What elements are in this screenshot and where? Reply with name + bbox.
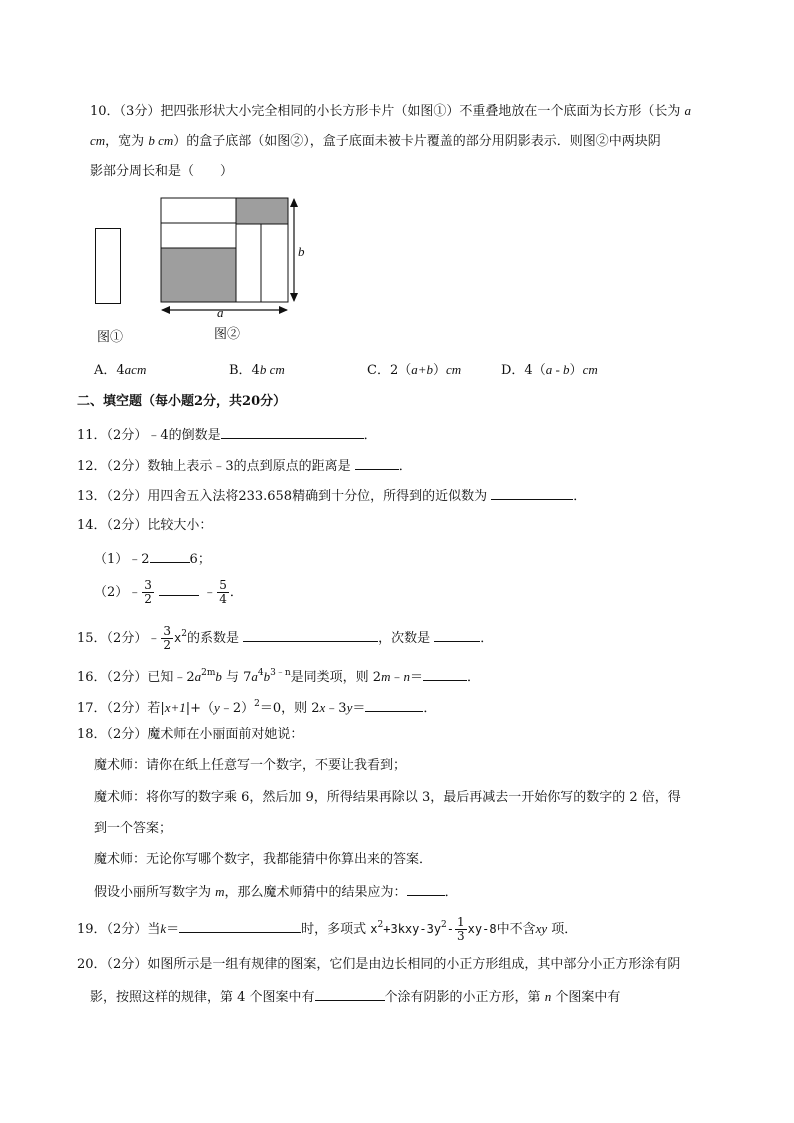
fraction: $\frac{1}{3}$	[457, 915, 465, 943]
q15: 15．（2分）﹣ $\frac{3}{2}$ $x^2$的系数是 ，次数是 ．	[77, 624, 494, 652]
q18-line5: 假设小丽所写数字为 m，那么魔术师猜中的结果应为： ．	[94, 884, 458, 900]
section-heading: 二、填空题（每小题2分，共20分）	[77, 394, 287, 409]
answer-blank[interactable]	[243, 629, 378, 642]
answer-blank[interactable]	[365, 699, 423, 712]
q17: 17．（2分）若|x+1|+（y﹣2）$^2$＝0，则 2x﹣3y＝ ．	[77, 699, 437, 716]
answer-blank[interactable]	[434, 629, 480, 642]
shaded-region-top	[236, 198, 288, 224]
fraction: $\frac{5}{4}$	[219, 578, 227, 606]
q18-line4: 魔术师：无论你写哪个数字，我都能猜中你算出来的答案．	[94, 852, 433, 867]
answer-blank[interactable]	[491, 487, 573, 500]
fraction: $\frac{3}{2}$	[144, 578, 152, 606]
answer-blank[interactable]	[159, 583, 199, 596]
q16: 16．（2分）已知$﹣2a^{2m}b$ 与 $7a^4b^{3﹣n}$是同类项，则 2m﹣n＝ ．	[77, 668, 481, 685]
answer-blank[interactable]	[407, 883, 445, 896]
shaded-region-bottom	[161, 248, 236, 302]
choice-c: C．2（a+b）cm	[367, 362, 462, 378]
q20-line1: 20．（2分）如图所示是一组有规律的图案，它们是由边长相同的小正方形组成，其中部分小正方形涂有阴	[77, 957, 681, 972]
answer-blank[interactable]	[355, 457, 399, 470]
choice-a: A．4acm	[94, 362, 147, 378]
q10-line2: cm，宽为 b cm）的盒子底部（如图②），盒子底面未被卡片覆盖的部分用阴影表示．则图②中两块阴	[90, 133, 661, 149]
answer-blank[interactable]	[150, 550, 190, 563]
q18-line1: 魔术师：请你在纸上任意写一个数字，不要让我看到；	[94, 758, 407, 773]
q18-line2: 魔术师：将你写的数字乘 6，然后加 9，所得结果再除以 3，最后再减去一开始你写的数字的 2 倍，得	[94, 790, 681, 805]
q14-part1: （1）﹣2 6；	[94, 552, 211, 567]
q14: 14．（2分）比较大小：	[77, 518, 213, 533]
q20-line2: 影，按照这样的规律，第 4 个图案中有 个涂有阴影的小正方形，第 n 个图案中有	[90, 989, 621, 1005]
figure-1-label: 图①	[97, 330, 124, 345]
q10-line1: 10．（3分）把四张形状大小完全相同的小长方形卡片（如图①）不重叠地放在一个底面为长方形（长为 a	[90, 103, 691, 119]
fraction: $\frac{3}{2}$	[163, 624, 171, 652]
q19: 19．（2分）当k＝ 时，多项式 $x^2+3kxy-3y^2-$ $\frac{1}{3}$ xy-8中不含xy 项．	[77, 915, 578, 943]
q14-part2: （2）﹣ $\frac{3}{2}$ ﹣ $\frac{5}{4}$ ．	[94, 578, 243, 606]
q10-line3: 影部分周长和是（ ）	[90, 164, 234, 179]
answer-blank[interactable]	[423, 668, 467, 681]
q18-line3: 到一个答案；	[94, 821, 173, 836]
choice-d: D．4（a - b）cm	[501, 362, 598, 378]
figure-2-a-label: a	[217, 305, 224, 320]
q13: 13．（2分）用四舍五入法将233.658精确到十分位，所得到的近似数为 ．	[77, 489, 587, 504]
q12: 12．（2分）数轴上表示﹣3的点到原点的距离是 ．	[77, 459, 412, 474]
answer-blank[interactable]	[221, 426, 364, 439]
figure-2-b-label: b	[298, 244, 305, 259]
figure-2-box	[160, 197, 310, 327]
answer-blank[interactable]	[315, 988, 385, 1001]
choice-b: B．4b cm	[229, 362, 285, 378]
q11: 11．（2分）﹣4的倒数是 ．	[77, 428, 377, 443]
q18: 18．（2分）魔术师在小丽面前对她说：	[77, 727, 304, 742]
figure-2-label: 图②	[214, 327, 241, 342]
answer-blank[interactable]	[179, 920, 301, 933]
figure-1-card	[95, 228, 121, 304]
